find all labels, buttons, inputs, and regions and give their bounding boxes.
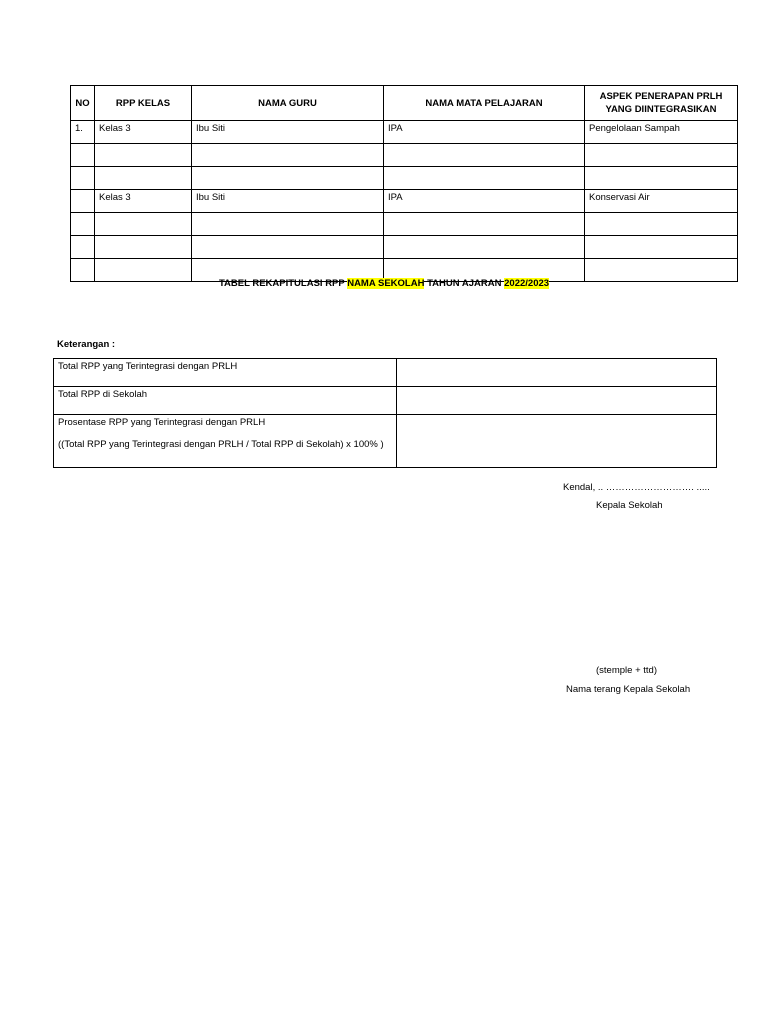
cell-guru [192,167,384,190]
cell-mapel [384,167,585,190]
summary-value [397,387,717,415]
cell-guru [192,236,384,259]
summary-label: Prosentase RPP yang Terintegrasi dengan PRLH [58,417,266,428]
cell-guru: Ibu Siti [192,190,384,213]
cell-mapel [384,236,585,259]
rpp-recap-table [70,85,738,282]
signature-position: Kepala Sekolah [596,500,663,511]
summary-table [53,358,717,468]
cell-mapel [384,144,585,167]
table-header-row [71,86,738,121]
cell-kelas [95,144,192,167]
summary-value [397,359,717,387]
caption-prefix: TABEL REKAPITULASI RPP [218,278,348,289]
table-row [71,167,738,190]
table-row [71,236,738,259]
cell-guru [192,213,384,236]
table-caption [70,277,698,290]
cell-kelas: Kelas 3 [95,190,192,213]
table-row [71,190,738,213]
cell-no [71,190,95,213]
summary-value [397,415,717,468]
cell-aspek: Pengelolaan Sampah [585,121,738,144]
keterangan-title: Keterangan : [57,339,116,350]
summary-label-cell [54,415,397,468]
summary-formula: ((Total RPP yang Terintegrasi dengan PRLH / Total RPP di Sekolah) x 100% ) [58,439,384,450]
cell-kelas [95,167,192,190]
cell-aspek [585,213,738,236]
cell-mapel: IPA [384,190,585,213]
table-row [71,213,738,236]
header-no: NO [71,86,95,121]
cell-aspek: Konservasi Air [585,190,738,213]
signature-name: Nama terang Kepala Sekolah [566,684,691,695]
cell-guru [192,144,384,167]
table-row [71,144,738,167]
signature-stamp: (stemple + ttd) [596,665,657,676]
cell-aspek [585,236,738,259]
summary-row-total-school [54,387,717,415]
table-row [71,121,738,144]
summary-label: Total RPP yang Terintegrasi dengan PRLH [54,359,397,387]
cell-kelas [95,213,192,236]
cell-no [71,213,95,236]
cell-mapel: IPA [384,121,585,144]
cell-kelas: Kelas 3 [95,121,192,144]
cell-guru: Ibu Siti [192,121,384,144]
caption-middle: TAHUN AJARAN [424,278,505,289]
cell-no [71,167,95,190]
caption-school-name: NAMA SEKOLAH [347,278,425,289]
cell-no [71,144,95,167]
header-rpp-kelas: RPP KELAS [95,86,192,121]
header-nama-mata-pelajaran: NAMA MATA PELAJARAN [384,86,585,121]
summary-label: Total RPP di Sekolah [54,387,397,415]
cell-no [71,236,95,259]
header-nama-guru: NAMA GURU [192,86,384,121]
header-aspek-penerapan: ASPEK PENERAPAN PRLH YANG DIINTEGRASIKAN [585,86,738,121]
cell-mapel [384,213,585,236]
cell-aspek [585,167,738,190]
summary-row-total-integrated [54,359,717,387]
caption-academic-year: 2022/2023 [504,278,550,289]
cell-kelas [95,236,192,259]
cell-no: 1. [71,121,95,144]
signature-place-date: Kendal, .. ………………………. ..... [563,482,710,493]
cell-aspek [585,144,738,167]
summary-row-percentage [54,415,717,468]
